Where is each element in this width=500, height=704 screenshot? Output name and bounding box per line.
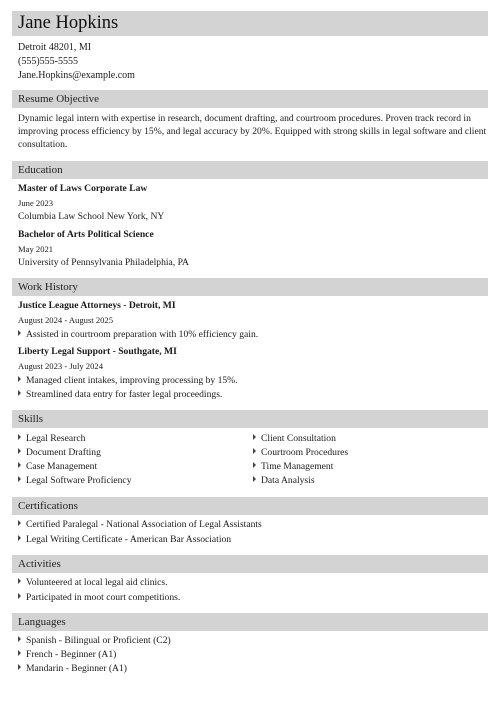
certification-text: Certified Paralegal - National Association of Legal Assistants [26, 519, 262, 530]
education-school: University of Pennsylvania Philadelphia, PA [18, 257, 189, 268]
skill-item [253, 446, 348, 459]
skill-text: Legal Research [26, 433, 86, 444]
section-bar-skills [12, 410, 488, 428]
bullet-icon [253, 434, 256, 440]
certification-item [18, 533, 231, 546]
job-bullet [18, 374, 238, 387]
education-date: May 2021 [18, 244, 54, 254]
bullet-icon [18, 376, 21, 382]
section-bar-education [12, 161, 488, 179]
activity-text: Volunteered at local legal aid clinics. [26, 577, 168, 588]
activity-item [18, 576, 168, 589]
bullet-icon [253, 476, 256, 482]
skill-text: Time Management [261, 461, 334, 472]
language-item [18, 662, 127, 675]
skill-text: Data Analysis [261, 475, 315, 486]
bullet-icon [18, 535, 21, 541]
education-date: June 2023 [18, 198, 54, 208]
activity-item [18, 591, 180, 604]
job-bullet [18, 328, 258, 341]
section-bar-work [12, 278, 488, 296]
education-degree: Bachelor of Arts Political Science [18, 229, 154, 240]
section-title-education: Education [18, 164, 63, 176]
section-title-certifications: Certifications [18, 500, 78, 512]
bullet-icon [18, 476, 21, 482]
skill-text: Courtroom Procedures [261, 447, 349, 458]
objective-line: Dynamic legal intern with expertise in research, document drafting, and courtroom procedures. Proven track record in [18, 113, 471, 124]
language-text: French - Beginner (A1) [26, 649, 117, 660]
skill-item [18, 460, 97, 473]
job-date: August 2023 - July 2024 [18, 361, 103, 371]
language-item [18, 634, 171, 647]
bullet-icon [253, 448, 256, 454]
contact-address: Detroit 48201, MI [18, 42, 92, 53]
skill-item [18, 474, 132, 487]
bullet-icon [18, 462, 21, 468]
bullet-icon [18, 650, 21, 656]
skill-item [253, 460, 333, 473]
activity-text: Participated in moot court competitions. [26, 592, 181, 603]
section-bar-activities [12, 555, 488, 573]
job-bullet-text: Managed client intakes, improving processing by 15%. [26, 375, 238, 386]
bullet-icon [18, 664, 21, 670]
bullet-icon [18, 593, 21, 599]
section-title-objective: Resume Objective [18, 93, 99, 105]
section-bar-languages [12, 613, 488, 631]
language-item [18, 648, 116, 661]
objective-line: improving process efficiency by 15%, and legal accuracy by 20%. Equipped with strong skills in legal software and client [18, 126, 487, 137]
candidate-name: Jane Hopkins [18, 13, 119, 33]
section-bar-certifications [12, 497, 488, 515]
section-title-work: Work History [18, 281, 78, 293]
skill-text: Client Consultation [261, 433, 336, 444]
section-title-activities: Activities [18, 558, 61, 570]
job-bullet-text: Assisted in courtroom preparation with 10% efficiency gain. [26, 329, 259, 340]
job-bullet-text: Streamlined data entry for faster legal proceedings. [26, 389, 223, 400]
contact-email: Jane.Hopkins@example.com [18, 70, 135, 81]
job-title: Justice League Attorneys - Detroit, MI [18, 300, 176, 311]
bullet-icon [18, 434, 21, 440]
bullet-icon [18, 578, 21, 584]
certification-item [18, 518, 262, 531]
bullet-icon [18, 448, 21, 454]
skill-text: Case Management [26, 461, 98, 472]
bullet-icon [18, 520, 21, 526]
skill-item [253, 432, 336, 445]
education-degree: Master of Laws Corporate Law [18, 183, 148, 194]
language-text: Spanish - Bilingual or Proficient (C2) [26, 635, 171, 646]
skill-item [18, 432, 85, 445]
language-text: Mandarin - Beginner (A1) [26, 663, 127, 674]
objective-line: consultation. [18, 139, 68, 150]
job-title: Liberty Legal Support - Southgate, MI [18, 346, 177, 357]
contact-phone: (555)555-5555 [18, 56, 78, 67]
skill-text: Legal Software Proficiency [26, 475, 132, 486]
skill-text: Document Drafting [26, 447, 101, 458]
job-bullet [18, 388, 222, 401]
skill-item [253, 474, 315, 487]
bullet-icon [18, 330, 21, 336]
certification-text: Legal Writing Certificate - American Bar Association [26, 534, 232, 545]
job-date: August 2024 - August 2025 [18, 315, 114, 325]
section-title-languages: Languages [18, 616, 66, 628]
bullet-icon [18, 390, 21, 396]
bullet-icon [253, 462, 256, 468]
skill-item [18, 446, 101, 459]
bullet-icon [18, 636, 21, 642]
section-title-skills: Skills [18, 413, 44, 425]
education-school: Columbia Law School New York, NY [18, 211, 165, 222]
